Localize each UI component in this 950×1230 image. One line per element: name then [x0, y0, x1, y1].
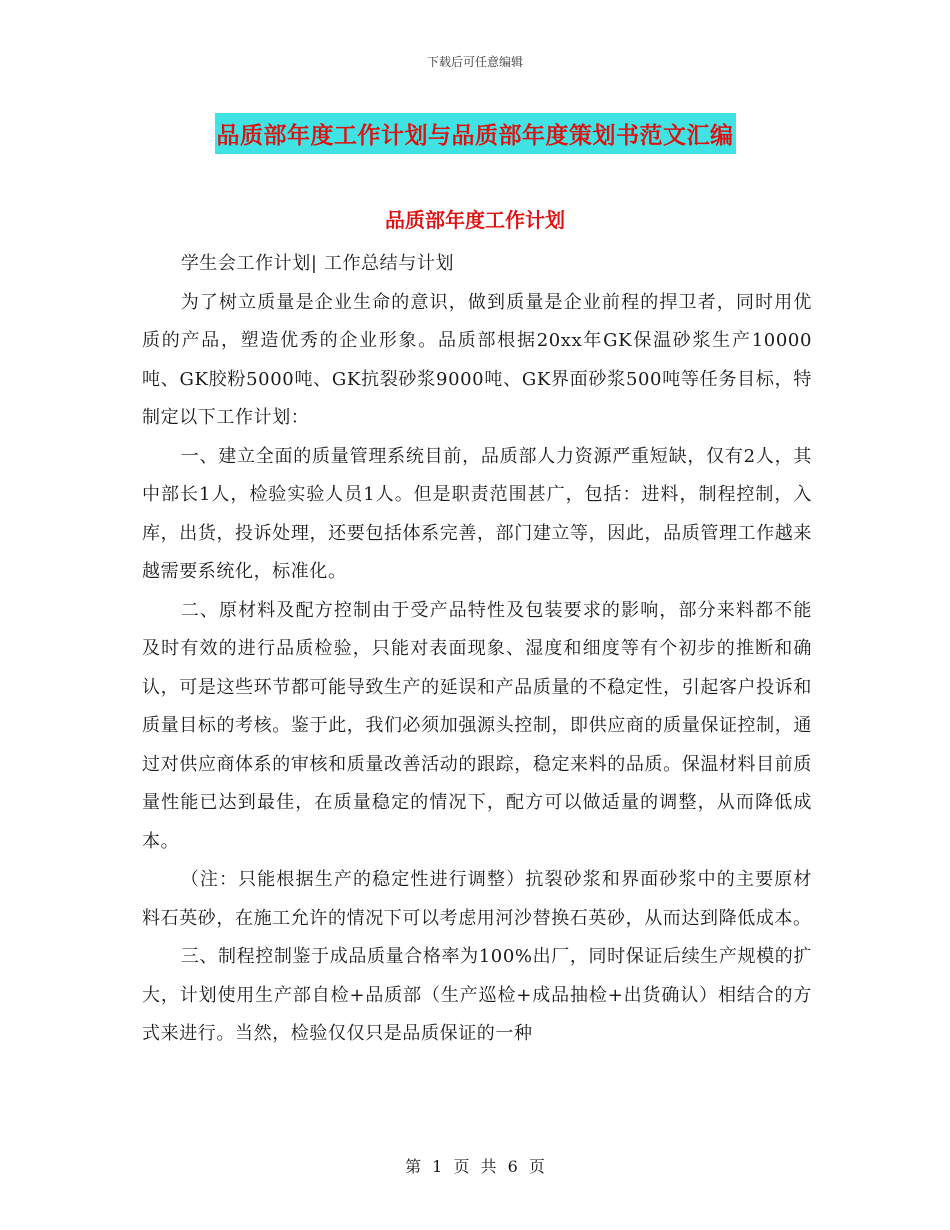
paragraph: 一、建立全面的质量管理系统目前，品质部人力资源严重短缺，仅有2人，其中部长1人，检验实验人员1人。但是职责范围甚广，包括：进料，制程控制，入库，出货，投诉处理，还要包括体系完善，部门建立等，因此，品质管理工作越来越需要系统化，标准化。 [142, 445, 812, 582]
main-title-container [0, 113, 950, 154]
paragraph: 三、制程控制鉴于成品质量合格率为100%出厂，同时保证后续生产规模的扩大，计划使用生产部自检+品质部（生产巡检+成品抽检+出货确认）相结合的方式来进行。当然，检验仅仅只是品质保证的一种 [142, 946, 812, 1044]
section-title: 品质部年度工作计划 [385, 208, 565, 232]
document-body [142, 245, 812, 1054]
paragraph: （注：只能根据生产的稳定性进行调整）抗裂砂浆和界面砂浆中的主要原材料石英砂，在施工允许的情况下可以考虑用河沙替换石英砂，从而达到降低成本。 [142, 869, 812, 929]
paragraph: 为了树立质量是企业生命的意识，做到质量是企业前程的捍卫者，同时用优质的产品，塑造优秀的企业形象。品质部根据20xx年GK保温砂浆生产10000吨、GK胶粉5000吨、GK抗裂砂浆9000吨、GK界面砂浆500吨等任务目标，特制定以下工作计划： [142, 291, 812, 428]
header-note: 下载后可任意编辑 [426, 55, 523, 69]
paragraph: 二、原材料及配方控制由于受产品特性及包装要求的影响，部分来料都不能及时有效的进行品质检验，只能对表面现象、湿度和细度等有个初步的推断和确认，可是这些环节都可能导致生产的延误和产品质量的不稳定性，引起客户投诉和质量目标的考核。鉴于此，我们必须加强源头控制，即供应商的质量保证控制，通过对供应商体系的审核和质量改善活动的跟踪，稳定来料的品质。保温材料目前质量性能已达到最佳，在质量稳定的情况下，配方可以做适量的调整，从而降低成本。 [142, 599, 812, 852]
paragraph-intro: 学生会工作计划| 工作总结与计划 [180, 253, 455, 274]
main-title: 品质部年度工作计划与品质部年度策划书范文汇编 [215, 113, 736, 154]
page-footer: 第 1 页 共 6 页 [405, 1157, 545, 1176]
